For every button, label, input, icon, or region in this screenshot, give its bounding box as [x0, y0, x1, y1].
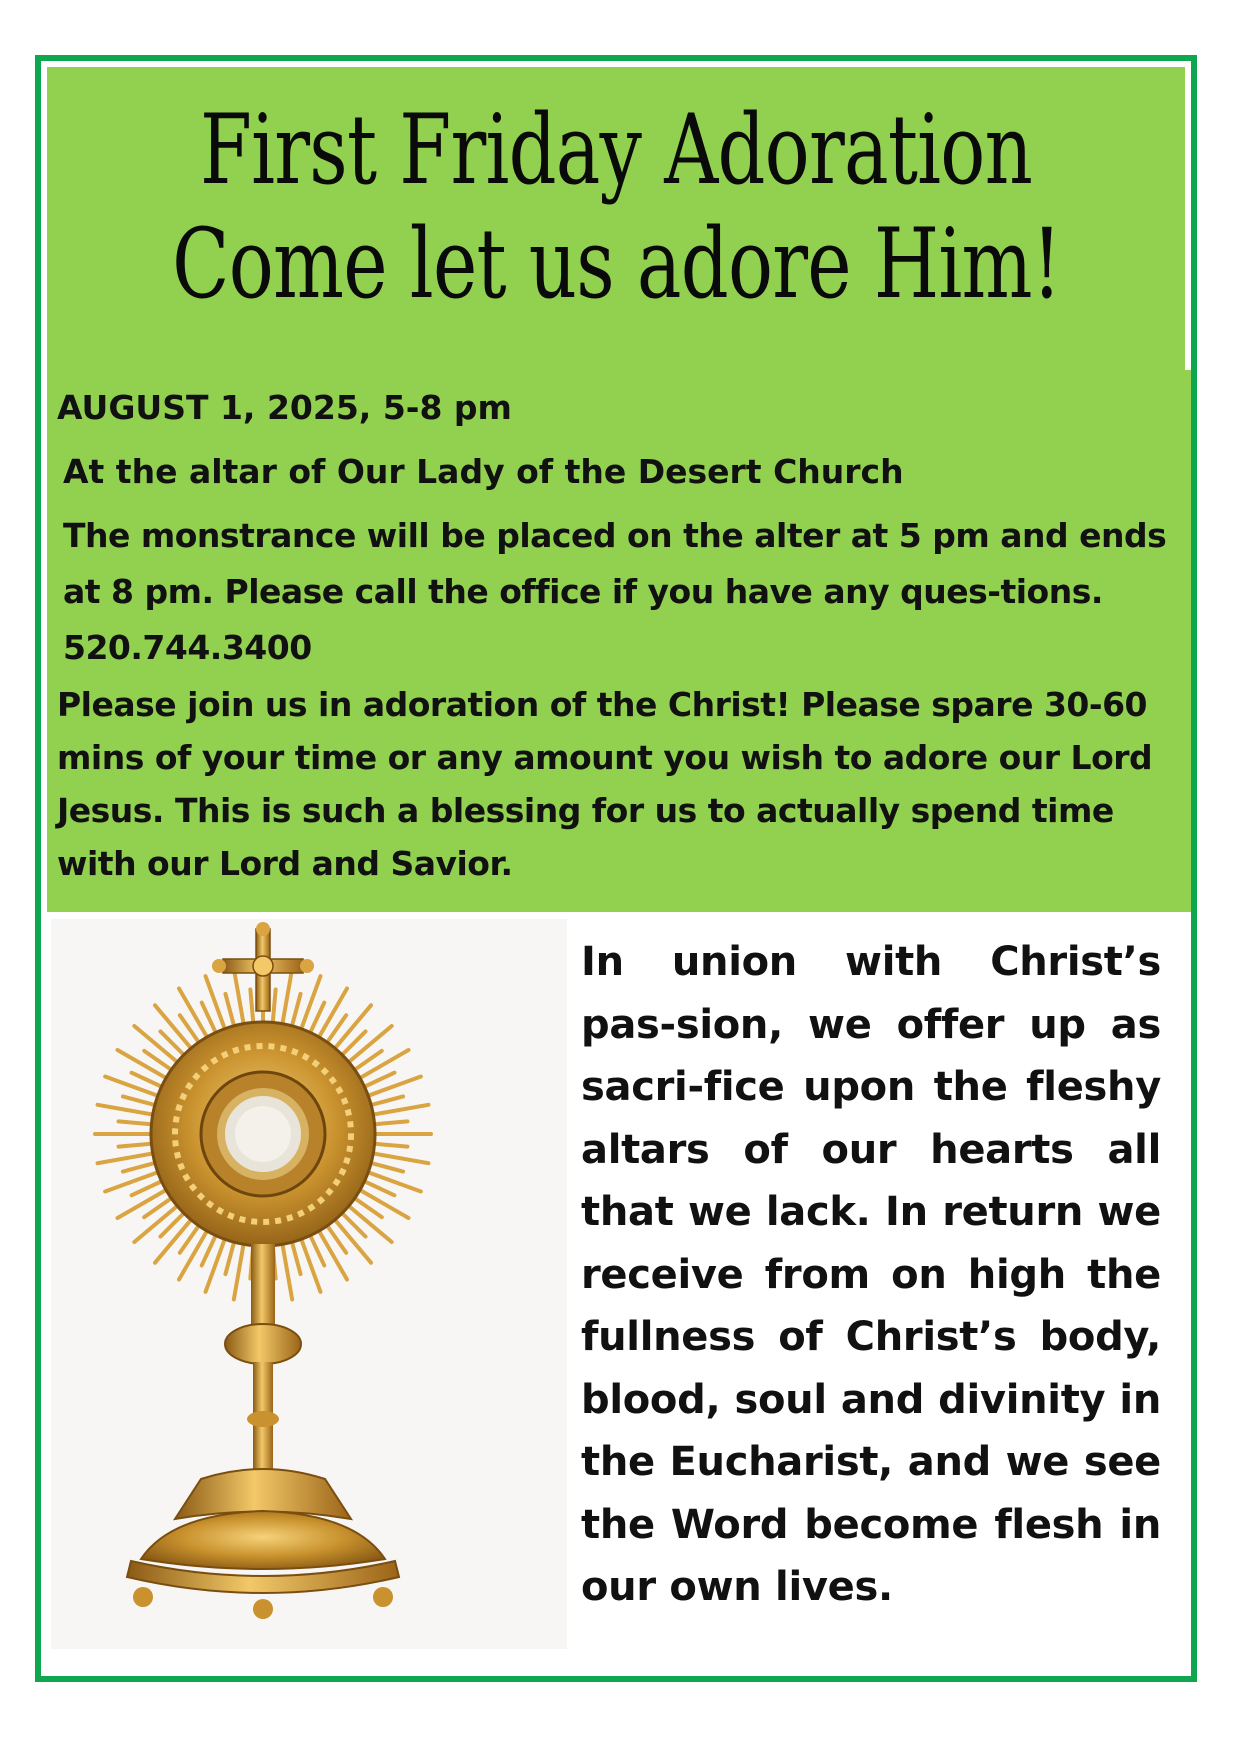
event-details: The monstrance will be placed on the alter at 5 pm and ends at 8 pm. Please call the office if you have any ques-tions. 520.744.3400 — [63, 516, 1167, 667]
monstrance-icon — [51, 919, 567, 1649]
page-subtitle: Come let us adore Him! — [172, 208, 1062, 320]
event-date: AUGUST 1, 2025, 5-8 pm — [57, 388, 512, 427]
event-info-panel — [47, 370, 1191, 912]
invitation-text: Please join us in adoration of the Christ! Please spare 30-60 mins of your time or any amount you wish to adore our Lord Jesus. This is such a blessing for us to actually spend time with our Lord and Savior. — [57, 685, 1153, 883]
page-title: First Friday Adoration — [199, 94, 1033, 206]
flyer — [35, 55, 1197, 1682]
title-banner — [47, 67, 1185, 370]
event-location: At the altar of Our Lady of the Desert Church — [63, 452, 904, 491]
reflection-text: In union with Christ’s pas-sion, we offer up as sacri-fice upon the fleshy altars of our hearts all that we lack. In return we receive from on high the fullness of Christ’s body, blood, soul and divinity in the Eucharist, and we see the Word become flesh in our own lives. — [581, 939, 1161, 1610]
monstrance-image — [51, 919, 567, 1649]
